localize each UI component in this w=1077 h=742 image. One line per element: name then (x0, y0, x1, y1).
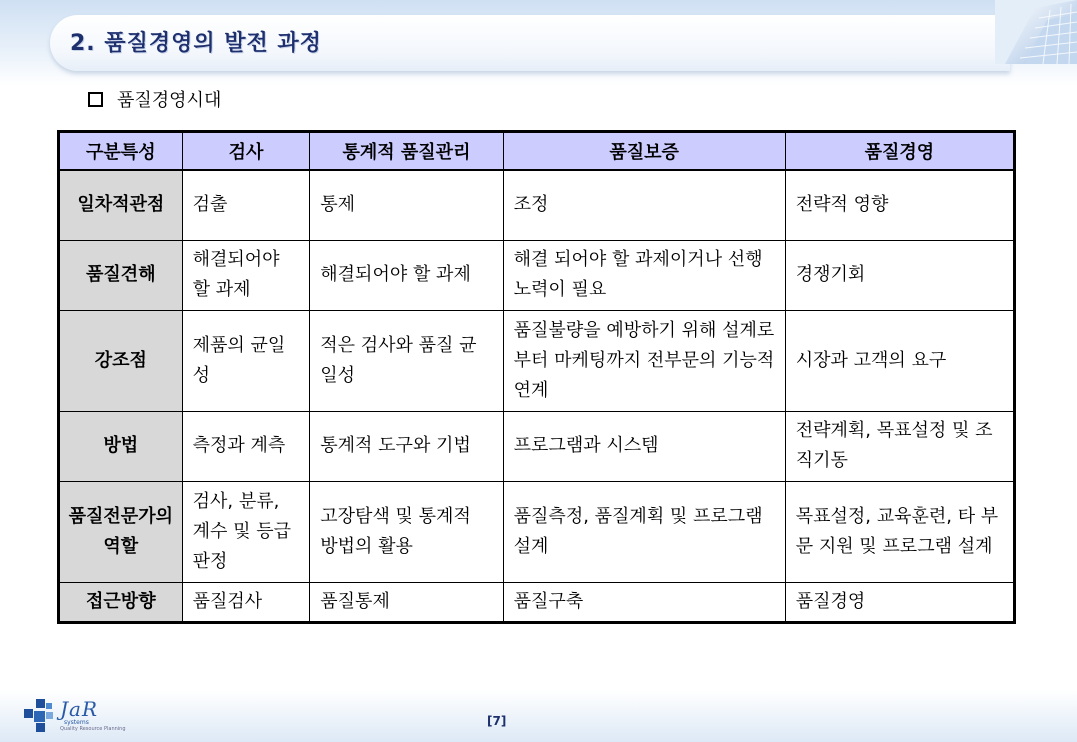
table-cell: 통제 (310, 170, 503, 240)
section-heading-text: 품질경영시대 (117, 90, 222, 111)
company-logo (24, 695, 144, 735)
page-title: 2. 품질경영의 발전 과정 (70, 31, 322, 56)
section-heading (88, 86, 221, 112)
row-header: 방법 (59, 411, 183, 481)
logo-mark-icon (24, 699, 58, 733)
table-cell: 측정과 계측 (182, 411, 310, 481)
table-cell: 해결되어야 할 과제 (310, 240, 503, 310)
table-cell: 해결 되어야 할 과제이거나 선행노력이 필요 (503, 240, 785, 310)
table-header-row (59, 132, 1015, 171)
table-cell: 품질경영 (785, 582, 1014, 622)
row-header: 품질전문가의 역할 (59, 481, 183, 582)
table-cell: 해결되어야 할 과제 (182, 240, 310, 310)
logo-tagline: Quality Resource Planning (60, 726, 126, 732)
table-cell: 품질통제 (310, 582, 503, 622)
table-row (59, 170, 1015, 240)
comparison-table (57, 130, 1016, 624)
table-cell: 품질측정, 품질계획 및 프로그램설계 (503, 481, 785, 582)
table-cell: 통계적 도구와 기법 (310, 411, 503, 481)
table-cell: 품질구축 (503, 582, 785, 622)
table-cell: 전략적 영향 (785, 170, 1014, 240)
table-cell: 목표설정, 교육훈련, 타 부문 지원 및 프로그램 설계 (785, 481, 1014, 582)
row-header: 품질견해 (59, 240, 183, 310)
checkbox-bullet-icon (88, 92, 103, 107)
table-cell: 품질불량을 예방하기 위해 설계로부터 마케팅까지 전부문의 기능적 연계 (503, 310, 785, 411)
page-number: [7] (487, 714, 507, 728)
table-cell: 검출 (182, 170, 310, 240)
table-cell: 적은 검사와 품질 균일성 (310, 310, 503, 411)
row-header: 일차적관점 (59, 170, 183, 240)
logo-text: JaR (60, 697, 98, 721)
table-row (59, 481, 1015, 582)
footer-background (0, 690, 1077, 742)
table-row (59, 582, 1015, 622)
table-cell: 시장과 고객의 요구 (785, 310, 1014, 411)
table-cell: 검사, 분류, 계수 및 등급판정 (182, 481, 310, 582)
table-row (59, 240, 1015, 310)
table-cell: 프로그램과 시스템 (503, 411, 785, 481)
row-header: 접근방향 (59, 582, 183, 622)
table-row (59, 310, 1015, 411)
table-cell: 제품의 균일성 (182, 310, 310, 411)
row-header: 강조점 (59, 310, 183, 411)
column-header: 품질경영 (785, 132, 1014, 171)
building-graphic-icon (995, 0, 1077, 64)
table-cell: 조정 (503, 170, 785, 240)
table-cell: 품질검사 (182, 582, 310, 622)
logo-subtext: systems (64, 719, 89, 726)
column-header: 구분특성 (59, 132, 183, 171)
column-header: 검사 (182, 132, 310, 171)
column-header: 품질보증 (503, 132, 785, 171)
table-cell: 경쟁기회 (785, 240, 1014, 310)
table-cell: 전략계획, 목표설정 및 조직기동 (785, 411, 1014, 481)
table-row (59, 411, 1015, 481)
column-header: 통계적 품질관리 (310, 132, 503, 171)
table-cell: 고장탐색 및 통계적 방법의 활용 (310, 481, 503, 582)
